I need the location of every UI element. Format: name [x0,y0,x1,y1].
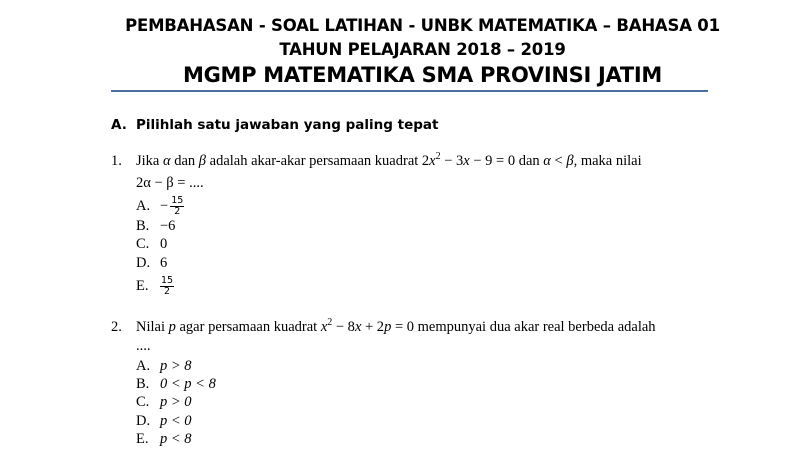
option-value: p < 8 [160,431,192,447]
option-label: B. [136,376,150,392]
question-number: 2. [111,319,122,335]
q1-x: x [463,153,470,169]
minus-sign: − [160,197,169,214]
header-divider [111,90,708,92]
option-label: E. [136,277,149,294]
q2-option-e[interactable] [136,431,192,449]
q2-p: p [168,319,176,335]
q2-option-d[interactable] [136,413,192,431]
option-value: −6 [160,218,176,234]
q1-option-e[interactable] [136,275,174,297]
q1-expression: 2α − β = .... [136,175,204,191]
q1-x: x [429,153,436,169]
q1-alpha: α [543,153,551,169]
option-label: E. [136,431,149,447]
numerator: 15 [161,275,174,286]
option-label: D. [136,413,151,429]
option-value: p > 8 [160,358,192,374]
fraction [170,196,184,217]
option-value: 0 < p < 8 [160,376,216,392]
q2-text: − 8 [332,319,355,335]
q2-ellipsis: .... [136,338,151,354]
q2-text: + 2 [361,319,385,335]
option-label: D. [136,255,151,271]
question-2 [111,319,656,336]
q2-p: p [384,319,392,335]
numerator: 15 [171,195,184,206]
q2-option-b[interactable] [136,376,216,394]
header-title: PEMBAHASAN - SOAL LATIHAN - UNBK MATEMATIKA – BAHASA 01 [125,16,720,35]
q1-text: adalah akar-akar persamaan kuadrat 2 [206,153,430,169]
option-label: C. [136,394,150,410]
q1-text: − 3 [440,153,464,169]
q2-text: = 0 mempunyai dua akar real berbeda adalah [391,319,656,335]
q1-option-d[interactable] [136,255,167,273]
option-label: A. [136,358,151,374]
q2-x: x [320,319,328,335]
section-letter: A. [111,117,127,133]
option-label: A. [136,197,151,214]
q1-alpha: α [162,153,171,169]
q1-text: < [550,153,567,169]
q1-text: dan [170,153,199,169]
q1-exponent: 2 [435,151,441,162]
q1-option-a[interactable] [136,195,184,217]
section-heading [111,117,438,133]
denominator: 2 [164,286,171,297]
q1-beta: β [198,153,207,169]
q1-text: Jika [136,153,163,169]
q2-option-c[interactable] [136,394,192,412]
q1-beta: β [566,153,574,169]
header-year: TAHUN PELAJARAN 2018 – 2019 [279,40,566,59]
question-1 [111,153,642,170]
q2-option-a[interactable] [136,358,192,376]
q2-text: Nilai [136,319,169,335]
q1-option-b[interactable] [136,218,175,236]
q2-x: x [354,319,362,335]
option-value: p < 0 [160,413,192,429]
q1-text: , maka nilai [573,153,642,169]
q1-text: − 9 = 0 dan [469,153,544,169]
q1-option-c[interactable] [136,236,167,254]
question-number: 1. [111,153,122,169]
section-title: Pilihlah satu jawaban yang paling tepat [136,117,439,133]
fraction [160,276,174,297]
option-value: 0 [160,236,168,252]
q2-exponent: 2 [327,317,333,328]
q2-text: agar persamaan kuadrat [175,319,321,335]
header-organization: MGMP MATEMATIKA SMA PROVINSI JATIM [182,63,662,87]
option-label: C. [136,236,150,252]
denominator: 2 [174,206,181,217]
option-label: B. [136,218,150,234]
option-value: p > 0 [160,394,192,410]
option-value: 6 [160,255,168,271]
